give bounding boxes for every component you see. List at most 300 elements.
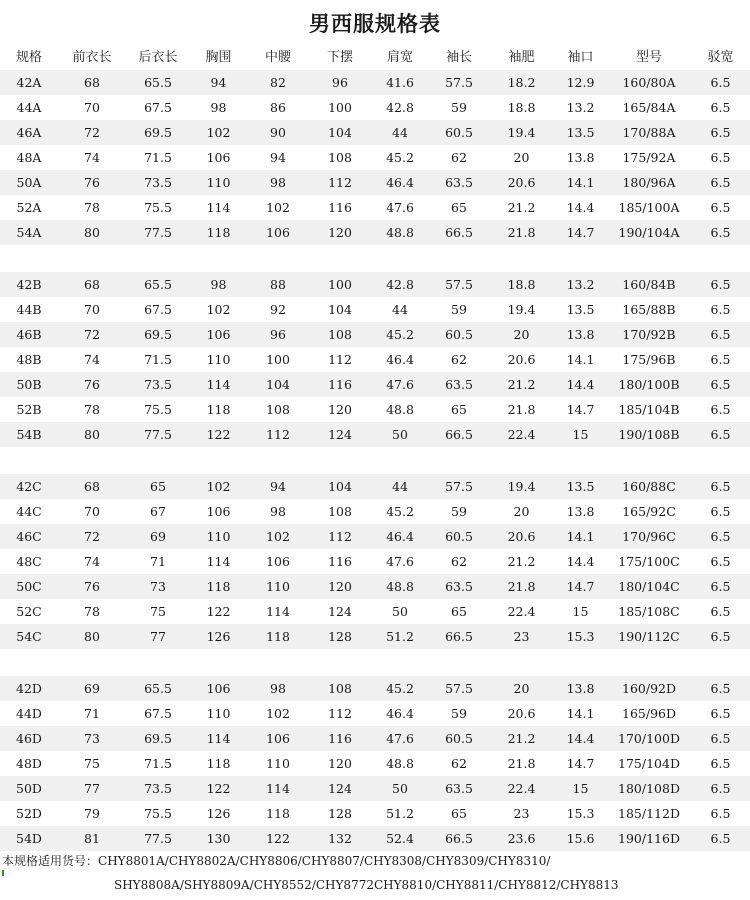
- table-row: [0, 776, 750, 801]
- table-cell: 71.5: [144, 352, 172, 367]
- table-row: [0, 676, 750, 701]
- table-cell: 102: [206, 479, 231, 494]
- table-cell: 72: [84, 327, 100, 342]
- table-cell: 106: [266, 731, 290, 746]
- table-cell: 50: [392, 781, 408, 796]
- table-cell: 21.2: [507, 377, 536, 392]
- table-cell: 106: [206, 681, 231, 696]
- table-cell: 128: [328, 806, 352, 821]
- table-cell: 42.8: [386, 100, 414, 115]
- table-cell: 6.5: [710, 806, 731, 821]
- table-cell: 132: [328, 831, 352, 846]
- table-cell: 6.5: [710, 529, 731, 544]
- table-cell: 14.4: [566, 377, 595, 392]
- table-cell: 110: [206, 175, 231, 190]
- table-cell: 165/88B: [622, 302, 676, 317]
- table-cell: 110: [206, 352, 231, 367]
- table-cell: 14.4: [566, 554, 595, 569]
- table-cell: 69.5: [144, 327, 172, 342]
- table-cell: 160/84B: [622, 277, 676, 292]
- table-cell: 190/116D: [618, 831, 680, 846]
- table-cell: 165/92C: [622, 504, 676, 519]
- column-header: 后衣长: [138, 50, 178, 65]
- table-cell: 76: [84, 579, 100, 594]
- table-cell: 90: [270, 125, 286, 140]
- table-cell: 175/96B: [622, 352, 676, 367]
- table-cell: 118: [206, 579, 231, 594]
- table-cell: 68: [84, 277, 100, 292]
- table-cell: 51.2: [386, 806, 414, 821]
- table-cell: 6.5: [710, 402, 731, 417]
- table-cell: 86: [270, 100, 286, 115]
- table-cell: 6.5: [710, 629, 731, 644]
- table-cell: 77.5: [144, 225, 172, 240]
- table-cell: 52A: [16, 200, 42, 215]
- table-cell: 6.5: [710, 100, 731, 115]
- table-cell: 96: [270, 327, 286, 342]
- table-cell: 71.5: [144, 756, 172, 771]
- table-cell: 48.8: [386, 579, 414, 594]
- table-cell: 15: [572, 604, 589, 619]
- table-cell: 44C: [16, 504, 42, 519]
- table-cell: 74: [84, 150, 100, 165]
- table-cell: 21.2: [507, 731, 536, 746]
- table-row: [0, 726, 750, 751]
- table-row: [0, 297, 750, 322]
- table-cell: 41.6: [386, 75, 414, 90]
- green-tick-mark: [2, 870, 4, 876]
- table-cell: 42D: [16, 681, 42, 696]
- table-cell: 50C: [16, 579, 42, 594]
- table-cell: 102: [266, 706, 290, 721]
- table-cell: 112: [328, 175, 352, 190]
- table-cell: 46.4: [386, 529, 414, 544]
- table-cell: 73: [84, 731, 100, 746]
- table-cell: 80: [84, 629, 100, 644]
- table-cell: 71.5: [144, 150, 172, 165]
- table-cell: 67.5: [144, 302, 172, 317]
- table-cell: 18.2: [507, 75, 536, 90]
- table-cell: 46.4: [386, 175, 414, 190]
- table-cell: 120: [328, 579, 352, 594]
- table-cell: 126: [206, 806, 231, 821]
- table-cell: 73.5: [144, 377, 172, 392]
- table-row: [0, 120, 750, 145]
- table-cell: 77: [150, 629, 166, 644]
- table-cell: 112: [266, 427, 290, 442]
- table-row: [0, 624, 750, 649]
- table-cell: 92: [270, 302, 286, 317]
- table-cell: 50B: [16, 377, 42, 392]
- table-cell: 47.6: [386, 731, 414, 746]
- table-row: [0, 826, 750, 851]
- table-cell: 70: [84, 302, 100, 317]
- table-row: [0, 70, 750, 95]
- table-row: [0, 801, 750, 826]
- table-cell: 66.5: [445, 427, 473, 442]
- table-cell: 14.7: [566, 225, 595, 240]
- table-cell: 110: [266, 756, 290, 771]
- table-cell: 75: [84, 756, 100, 771]
- table-cell: 118: [266, 806, 290, 821]
- table-cell: 20.6: [507, 175, 536, 190]
- table-cell: 71: [150, 554, 166, 569]
- table-cell: 15: [572, 781, 589, 796]
- table-cell: 6.5: [710, 327, 731, 342]
- table-cell: 6.5: [710, 504, 731, 519]
- table-cell: 122: [266, 831, 290, 846]
- table-cell: 6.5: [710, 554, 731, 569]
- table-cell: 22.4: [507, 427, 536, 442]
- table-cell: 118: [266, 629, 290, 644]
- table-cell: 23: [513, 629, 530, 644]
- table-cell: 13.5: [566, 125, 595, 140]
- table-cell: 106: [206, 504, 231, 519]
- table-cell: 6.5: [710, 731, 731, 746]
- table-cell: 13.8: [566, 327, 595, 342]
- table-cell: 170/88A: [622, 125, 676, 140]
- table-cell: 59: [451, 100, 467, 115]
- table-cell: 78: [84, 200, 100, 215]
- table-cell: 63.5: [445, 781, 473, 796]
- table-cell: 6.5: [710, 427, 731, 442]
- table-cell: 100: [328, 100, 352, 115]
- table-cell: 54C: [16, 629, 42, 644]
- table-cell: 20: [513, 327, 530, 342]
- table-cell: 98: [270, 504, 286, 519]
- table-cell: 18.8: [507, 277, 536, 292]
- table-cell: 108: [328, 327, 352, 342]
- table-cell: 65: [451, 806, 467, 821]
- table-cell: 23.6: [507, 831, 536, 846]
- size-group: [0, 474, 750, 649]
- table-cell: 102: [266, 200, 290, 215]
- table-cell: 14.1: [566, 352, 595, 367]
- table-cell: 67.5: [144, 100, 172, 115]
- column-header: 袖肥: [508, 50, 535, 65]
- table-cell: 110: [266, 579, 290, 594]
- table-cell: 98: [270, 175, 286, 190]
- table-cell: 21.2: [507, 200, 536, 215]
- table-cell: 70: [84, 100, 100, 115]
- table-cell: 48.8: [386, 225, 414, 240]
- table-cell: 114: [206, 200, 231, 215]
- table-row: [0, 751, 750, 776]
- table-cell: 120: [328, 756, 352, 771]
- table-cell: 57.5: [445, 681, 473, 696]
- table-cell: 114: [266, 781, 290, 796]
- table-cell: 75.5: [144, 402, 172, 417]
- size-group: [0, 70, 750, 245]
- table-cell: 114: [266, 604, 290, 619]
- table-cell: 122: [206, 781, 231, 796]
- table-cell: 68: [84, 479, 100, 494]
- table-cell: 100: [266, 352, 290, 367]
- table-cell: 108: [328, 681, 352, 696]
- table-cell: 112: [328, 706, 352, 721]
- table-cell: 108: [328, 150, 352, 165]
- table-cell: 18.8: [507, 100, 536, 115]
- table-cell: 6.5: [710, 352, 731, 367]
- table-cell: 20: [513, 681, 530, 696]
- table-cell: 114: [206, 731, 231, 746]
- table-cell: 62: [451, 150, 467, 165]
- table-cell: 12.9: [566, 75, 595, 90]
- table-row: [0, 272, 750, 297]
- table-row: [0, 372, 750, 397]
- table-cell: 185/104B: [618, 402, 680, 417]
- table-cell: 47.6: [386, 554, 414, 569]
- applicable-items-note: [2, 852, 550, 869]
- column-header: 胸围: [205, 50, 232, 65]
- table-cell: 62: [451, 352, 467, 367]
- table-cell: 65: [451, 604, 467, 619]
- table-row: [0, 322, 750, 347]
- table-cell: 15.6: [566, 831, 595, 846]
- table-cell: 14.7: [566, 402, 595, 417]
- table-cell: 102: [266, 529, 290, 544]
- table-cell: 21.8: [507, 579, 536, 594]
- table-cell: 106: [206, 327, 231, 342]
- table-cell: 54D: [16, 831, 42, 846]
- table-cell: 6.5: [710, 681, 731, 696]
- table-cell: 6.5: [710, 75, 731, 90]
- table-cell: 67.5: [144, 706, 172, 721]
- table-cell: 94: [270, 479, 286, 494]
- table-cell: 13.8: [566, 504, 595, 519]
- table-cell: 165/84A: [622, 100, 676, 115]
- table-cell: 128: [328, 629, 352, 644]
- size-group: [0, 272, 750, 447]
- table-cell: 190/108B: [618, 427, 680, 442]
- table-cell: 73.5: [144, 781, 172, 796]
- table-cell: 45.2: [386, 504, 414, 519]
- table-cell: 13.8: [566, 150, 595, 165]
- table-cell: 20: [513, 150, 530, 165]
- table-cell: 57.5: [445, 75, 473, 90]
- table-cell: 20: [513, 504, 530, 519]
- note-line-1: CHY8801A/CHY8802A/CHY8806/CHY8807/CHY8308/CHY8309/CHY8310/: [98, 854, 551, 868]
- table-cell: 22.4: [507, 604, 536, 619]
- table-row: [0, 422, 750, 447]
- table-cell: 14.7: [566, 756, 595, 771]
- table-cell: 46A: [16, 125, 42, 140]
- table-row: [0, 170, 750, 195]
- table-row: [0, 474, 750, 499]
- column-header: 驳宽: [707, 50, 734, 65]
- table-cell: 130: [206, 831, 231, 846]
- table-cell: 54B: [16, 427, 42, 442]
- table-cell: 52D: [16, 806, 42, 821]
- table-cell: 98: [210, 100, 227, 115]
- table-cell: 170/100D: [618, 731, 680, 746]
- table-cell: 63.5: [445, 175, 473, 190]
- table-cell: 50: [392, 427, 408, 442]
- table-cell: 62: [451, 756, 467, 771]
- table-cell: 60.5: [445, 327, 473, 342]
- table-cell: 106: [266, 554, 290, 569]
- table-cell: 80: [84, 225, 100, 240]
- table-cell: 116: [328, 200, 352, 215]
- table-cell: 75.5: [144, 200, 172, 215]
- table-row: [0, 574, 750, 599]
- table-cell: 110: [206, 706, 231, 721]
- table-cell: 124: [328, 781, 352, 796]
- column-header: 袖口: [567, 50, 594, 65]
- table-cell: 47.6: [386, 377, 414, 392]
- table-cell: 46.4: [386, 706, 414, 721]
- column-header: 袖长: [445, 50, 472, 65]
- table-cell: 185/100A: [618, 200, 680, 215]
- table-row: [0, 599, 750, 624]
- table-cell: 122: [206, 604, 231, 619]
- table-cell: 42C: [16, 479, 42, 494]
- table-cell: 69: [150, 529, 166, 544]
- table-cell: 73: [150, 579, 166, 594]
- table-cell: 52.4: [386, 831, 414, 846]
- table-cell: 14.4: [566, 200, 595, 215]
- table-cell: 46C: [16, 529, 42, 544]
- table-cell: 48D: [16, 756, 42, 771]
- table-cell: 14.1: [566, 706, 595, 721]
- table-cell: 59: [451, 706, 467, 721]
- table-cell: 185/112D: [618, 806, 680, 821]
- table-cell: 50D: [16, 781, 42, 796]
- table-row: [0, 220, 750, 245]
- table-cell: 112: [328, 352, 352, 367]
- table-cell: 110: [206, 529, 231, 544]
- table-cell: 120: [328, 402, 352, 417]
- table-cell: 50: [392, 604, 408, 619]
- table-cell: 23: [513, 806, 530, 821]
- table-cell: 63.5: [445, 579, 473, 594]
- table-cell: 100: [328, 277, 352, 292]
- table-cell: 118: [206, 402, 231, 417]
- table-cell: 190/104A: [618, 225, 680, 240]
- table-row: [0, 524, 750, 549]
- table-cell: 6.5: [710, 277, 731, 292]
- note-label: 本规格适用货号：: [2, 854, 99, 868]
- table-row: [0, 549, 750, 574]
- table-cell: 69: [84, 681, 100, 696]
- table-cell: 76: [84, 175, 100, 190]
- table-cell: 6.5: [710, 175, 731, 190]
- table-cell: 44B: [16, 302, 42, 317]
- table-cell: 124: [328, 604, 352, 619]
- table-row: [0, 195, 750, 220]
- table-cell: 104: [328, 479, 352, 494]
- table-row: [0, 145, 750, 170]
- table-cell: 60.5: [445, 529, 473, 544]
- table-cell: 180/104C: [618, 579, 680, 594]
- table-cell: 108: [328, 504, 352, 519]
- page-title: 男西服规格表: [309, 12, 441, 36]
- table-cell: 66.5: [445, 629, 473, 644]
- table-cell: 48.8: [386, 402, 414, 417]
- table-cell: 14.1: [566, 529, 595, 544]
- table-cell: 175/100C: [618, 554, 680, 569]
- table-cell: 94: [270, 150, 286, 165]
- table-cell: 69.5: [144, 731, 172, 746]
- table-cell: 44: [392, 125, 408, 140]
- table-cell: 21.8: [507, 756, 536, 771]
- table-cell: 118: [206, 756, 231, 771]
- note-line-2: SHY8808A/SHY8809A/CHY8552/CHY8772CHY8810/CHY8811/CHY8812/CHY8813: [114, 878, 619, 892]
- table-cell: 106: [206, 150, 231, 165]
- table-cell: 20.6: [507, 706, 536, 721]
- table-cell: 80: [84, 427, 100, 442]
- table-cell: 66.5: [445, 831, 473, 846]
- table-cell: 124: [328, 427, 352, 442]
- table-cell: 44: [392, 479, 408, 494]
- table-cell: 67: [150, 504, 166, 519]
- table-cell: 52C: [16, 604, 42, 619]
- table-cell: 79: [84, 806, 100, 821]
- table-cell: 6.5: [710, 579, 731, 594]
- table-cell: 6.5: [710, 479, 731, 494]
- table-cell: 57.5: [445, 479, 473, 494]
- table-cell: 180/100B: [618, 377, 680, 392]
- table-cell: 96: [332, 75, 348, 90]
- table-cell: 14.7: [566, 579, 595, 594]
- table-cell: 6.5: [710, 200, 731, 215]
- table-header: [0, 46, 750, 70]
- column-header: 型号: [635, 50, 662, 65]
- table-cell: 48A: [16, 150, 42, 165]
- table-cell: 77: [84, 781, 100, 796]
- table-cell: 21.8: [507, 402, 536, 417]
- table-cell: 68: [84, 75, 100, 90]
- table-cell: 59: [451, 302, 467, 317]
- table-cell: 6.5: [710, 831, 731, 846]
- table-cell: 13.2: [566, 277, 595, 292]
- table-cell: 81: [84, 831, 100, 846]
- table-cell: 102: [206, 125, 231, 140]
- table-cell: 15.3: [566, 629, 595, 644]
- table-cell: 6.5: [710, 706, 731, 721]
- table-cell: 52B: [16, 402, 42, 417]
- table-cell: 120: [328, 225, 352, 240]
- table-cell: 22.4: [507, 781, 536, 796]
- table-cell: 6.5: [710, 604, 731, 619]
- table-cell: 6.5: [710, 302, 731, 317]
- table-cell: 116: [328, 731, 352, 746]
- table-cell: 65.5: [144, 75, 172, 90]
- table-cell: 170/96C: [622, 529, 676, 544]
- table-cell: 63.5: [445, 377, 473, 392]
- table-cell: 62: [451, 554, 467, 569]
- table-cell: 14.4: [566, 731, 595, 746]
- table-cell: 75: [150, 604, 166, 619]
- table-cell: 76: [84, 377, 100, 392]
- size-group: [0, 676, 750, 851]
- table-cell: 77.5: [144, 427, 172, 442]
- table-cell: 65: [451, 200, 467, 215]
- table-cell: 21.8: [507, 225, 536, 240]
- table-cell: 48B: [16, 352, 42, 367]
- table-cell: 46D: [16, 731, 42, 746]
- table-row: [0, 347, 750, 372]
- column-header: 中腰: [264, 50, 291, 65]
- table-cell: 54A: [16, 225, 42, 240]
- table-cell: 13.2: [566, 100, 595, 115]
- table-cell: 19.4: [507, 302, 536, 317]
- table-cell: 116: [328, 377, 352, 392]
- table-cell: 70: [84, 504, 100, 519]
- table-cell: 82: [270, 75, 286, 90]
- table-cell: 44: [392, 302, 408, 317]
- column-header: 规格: [15, 50, 42, 65]
